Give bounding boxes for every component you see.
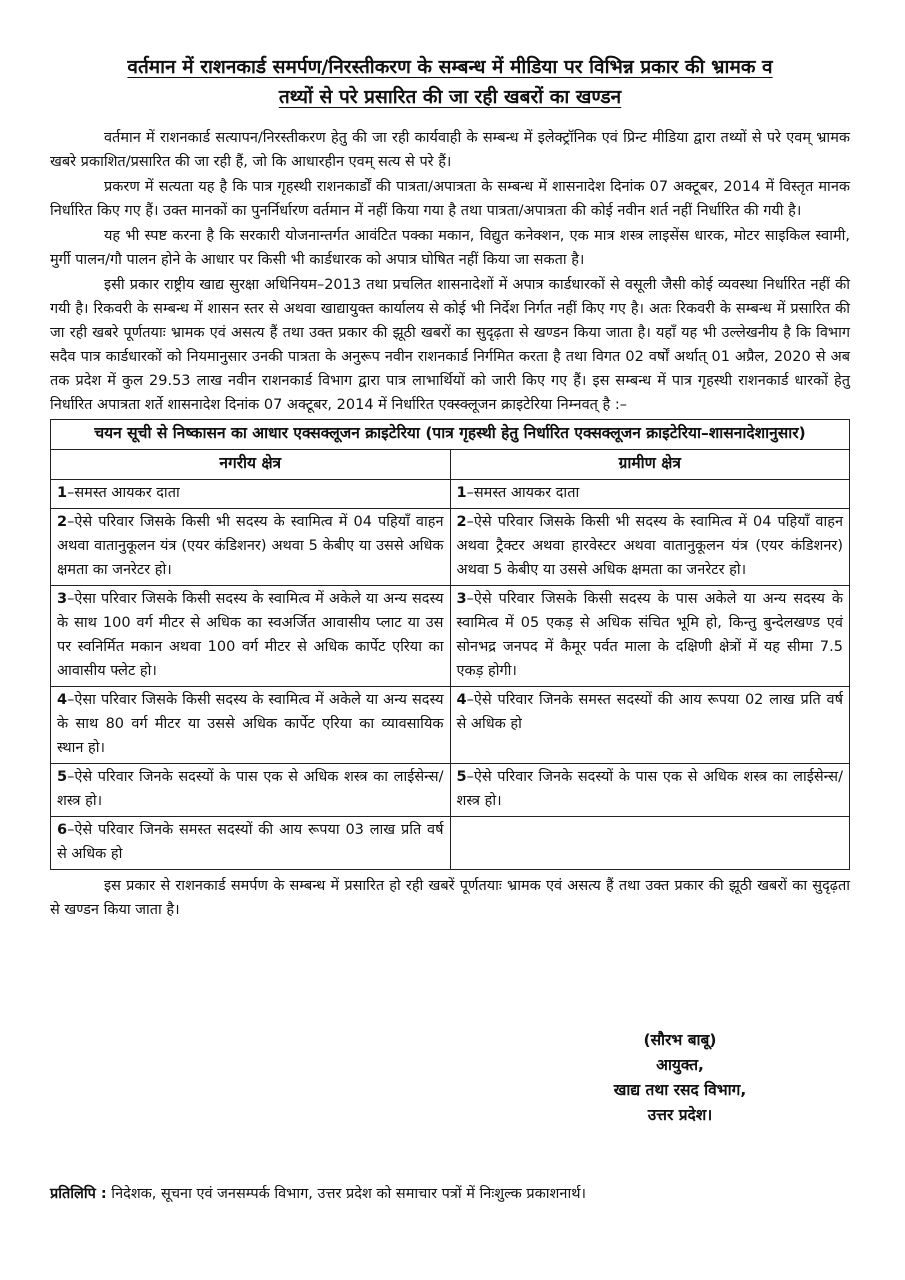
rural-criterion-empty xyxy=(450,817,850,870)
signatory-state: उत्तर प्रदेश। xyxy=(647,1106,713,1124)
rural-criterion-3 xyxy=(450,586,850,687)
urban-criterion-2 xyxy=(51,509,451,586)
paragraph-3: यह भी स्पष्ट करना है कि सरकारी योजनान्तर्गत आवंटित पक्का मकान, विद्युत कनेक्शन, एक मात्र शस्त्र लाइसेंस धारक, मोटर साइकिल स्वामी, मुर्गी पालन/गौ पालन होने के आधार पर किसी भी कार्डधारक को अपात्र घोषित नहीं किया जा सकता है। xyxy=(50,228,850,268)
exclusion-criteria-table xyxy=(50,419,850,870)
body-text xyxy=(50,126,850,417)
paragraph-2: प्रकरण में सत्यता यह है कि पात्र गृहस्थी राशनकार्डों की पात्रता/अपात्रता के सम्बन्ध में शासनादेश दिनांक 07 अक्टूबर, 2014 में विस्तृत मानक निर्धारित किए गए हैं। उक्त मानकों का पुनर्निर्धारण वर्तमान में नहीं किया गया है तथा पात्रता/अपात्रता की कोई नवीन शर्त नहीं निर्धारित की गयी है। xyxy=(50,179,850,219)
criterion-number: 3 xyxy=(57,591,68,607)
criterion-number: 4 xyxy=(456,692,467,708)
criterion-number: 2 xyxy=(57,514,68,530)
criterion-number: 5 xyxy=(456,769,467,785)
criterion-text: –ऐसे परिवार जिनके समस्त सदस्यों की आय रूपया 03 लाख प्रति वर्ष से अधिक हो xyxy=(57,822,444,862)
criterion-number: 3 xyxy=(456,591,467,607)
urban-criterion-3 xyxy=(51,586,451,687)
criterion-number: 1 xyxy=(456,485,467,501)
table-row xyxy=(51,764,850,817)
criterion-number: 1 xyxy=(57,485,68,501)
table-header-row xyxy=(51,450,850,480)
criterion-number: 6 xyxy=(57,822,68,838)
criterion-text: –समस्त आयकर दाता xyxy=(466,485,580,501)
criterion-text: –ऐसे परिवार जिसके किसी सदस्य के पास अकेले या अन्य सदस्य के स्वामित्व में 05 एकड़ से अधिक संचित भूमि हो, किन्तु बुन्देलखण्ड एवं सोनभद्र जनपद में कैमूर पर्वत माला के दक्षिणी क्षेत्रों में यह सीमा 7.5 एकड़ होगी। xyxy=(456,591,843,679)
table-row xyxy=(51,509,850,586)
table-row xyxy=(51,817,850,870)
table-heading: चयन सूची से निष्कासन का आधार एक्सक्लूजन क्राइटेरिया (पात्र गृहस्थी हेतु निर्धारित एक्सक्लूजन क्राइटेरिया–शासनादेशानुसार) xyxy=(51,420,850,450)
urban-criterion-6 xyxy=(51,817,451,870)
title-line-2: तथ्यों से परे प्रसारित की जा रही खबरों का खण्डन xyxy=(278,86,622,108)
urban-criterion-4 xyxy=(51,687,451,764)
rural-criterion-2 xyxy=(450,509,850,586)
criterion-text: –ऐसे परिवार जिनके सदस्यों के पास एक से अधिक शस्त्र का लाईसेन्स/शस्त्र हो। xyxy=(57,769,444,809)
rural-criterion-1 xyxy=(450,480,850,509)
signatory-designation: आयुक्त, xyxy=(656,1056,704,1074)
column-header-rural: ग्रामीण क्षेत्र xyxy=(450,450,850,480)
title-line-1: वर्तमान में राशनकार्ड समर्पण/निरस्तीकरण के सम्बन्ध में मीडिया पर विभिन्न प्रकार की भ्रामक व xyxy=(127,56,773,78)
paragraph-4: इसी प्रकार राष्ट्रीय खाद्य सुरक्षा अधिनियम–2013 तथा प्रचलित शासनादेशों में अपात्र कार्डधारकों से वसूली जैसी कोई व्यवस्था निर्धारित नहीं की गयी है। रिकवरी के सम्बन्ध में शासन स्तर से अथवा खाद्यायुक्त कार्यालय से कोई भी निर्देश निर्गत नहीं किए गए है। अतः रिकवरी के सम्बन्ध में प्रसारित की जा रही खबरे पूर्णतयाः भ्रामक एवं असत्य हैं तथा उक्त प्रकार की झूठी खबरों का सुदृढ़ता से खण्डन किया जाता है। यहाँ यह भी उल्लेखनीय है कि विभाग सदैव पात्र कार्डधारकों को नियमानुसार उनकी पात्रता के अनुरूप नवीन राशनकार्ड निर्गमित करता है तथा विगत 02 वर्षों अर्थात् 01 अप्रैल, 2020 से अब तक प्रदेश में कुल 29.53 लाख नवीन राशनकार्ड विभाग द्वारा पात्र लाभार्थियों को जारी किए गए हैं। इस सम्बन्ध में पात्र गृहस्थी राशनकार्ड धारकों हेतु निर्धारित अपात्रता शर्ते शासनादेश दिनांक 07 अक्टूबर, 2014 में निर्धारित एक्स्क्लूजन क्राइटेरिया निम्नवत् है :– xyxy=(50,277,850,413)
urban-criterion-1 xyxy=(51,480,451,509)
criterion-text: –ऐसे परिवार जिनके सदस्यों के पास एक से अधिक शस्त्र का लाईसेन्स/शस्त्र हो। xyxy=(456,769,843,809)
criterion-text: –समस्त आयकर दाता xyxy=(67,485,180,501)
table-row xyxy=(51,586,850,687)
copy-label: प्रतिलिपि : xyxy=(50,1186,107,1202)
document-title xyxy=(50,52,850,112)
criterion-number: 2 xyxy=(456,514,467,530)
table-row xyxy=(51,480,850,509)
signatory-department: खाद्य तथा रसद विभाग, xyxy=(613,1081,747,1099)
rural-criterion-5 xyxy=(450,764,850,817)
table-heading-row xyxy=(51,420,850,450)
criterion-text: –ऐसे परिवार जिनके समस्त सदस्यों की आय रूपया 02 लाख प्रति वर्ष से अधिक हो xyxy=(456,692,843,732)
copy-text: निदेशक, सूचना एवं जनसम्पर्क विभाग, उत्तर प्रदेश को समाचार पत्रों में निःशुल्क प्रकाशनार्थ। xyxy=(106,1186,586,1202)
signature-block xyxy=(560,1028,800,1128)
table-row xyxy=(51,687,850,764)
rural-criterion-4 xyxy=(450,687,850,764)
criterion-number: 4 xyxy=(57,692,68,708)
press-release xyxy=(50,52,850,922)
urban-criterion-5 xyxy=(51,764,451,817)
closing-paragraph: इस प्रकार से राशनकार्ड समर्पण के सम्बन्ध में प्रसारित हो रही खबरें पूर्णतयाः भ्रामक एवं असत्य हैं तथा उक्त प्रकार की झूठी खबरों का सुदृढ़ता से खण्डन किया जाता है। xyxy=(50,878,850,918)
column-header-urban: नगरीय क्षेत्र xyxy=(51,450,451,480)
criterion-text: –ऐसा परिवार जिसके किसी सदस्य के स्वामित्व में अकेले या अन्य सदस्य के साथ 80 वर्ग मीटर या उससे अधिक कार्पेट एरिया का व्यावसायिक स्थान हो। xyxy=(57,692,444,756)
criterion-number: 5 xyxy=(57,769,68,785)
criterion-text: –ऐसे परिवार जिसके किसी भी सदस्य के स्वामित्व में 04 पहियाँ वाहन अथवा वातानुकूलन यंत्र (एयर कंडिशनर) अथवा 5 केबीए या उससे अधिक क्षमता का जनरेटर हो। xyxy=(57,514,444,578)
signatory-name: (सौरभ बाबू) xyxy=(643,1031,717,1049)
criterion-text: –ऐसे परिवार जिसके किसी भी सदस्य के स्वामित्व में 04 पहियाँ वाहन अथवा ट्रैक्टर अथवा हारवेस्टर अथवा वातानुकूलन यंत्र (एयर कंडिशनर) अथवा 5 केबीए या उससे अधिक क्षमता का जनरेटर हो। xyxy=(456,514,843,578)
paragraph-1: वर्तमान में राशनकार्ड सत्यापन/निरस्तीकरण हेतु की जा रही कार्यवाही के सम्बन्ध में इलेक्ट्रॉनिक एवं प्रिन्ट मीडिया द्वारा तथ्यों से परे एवम् भ्रामक खबरे प्रकाशित/प्रसारित की जा रही हैं, जो कि आधारहीन एवम् सत्य से परे हैं। xyxy=(50,130,850,170)
copy-to-line xyxy=(50,1182,870,1206)
criterion-text: –ऐसा परिवार जिसके किसी सदस्य के स्वामित्व में अकेले या अन्य सदस्य के साथ 100 वर्ग मीटर से अधिक का स्वअर्जित आवासीय प्लाट या उस पर स्वनिर्मित मकान अथवा 100 वर्ग मीटर से अधिक कार्पेट एरिया का आवासीय फ्लेट हो। xyxy=(57,591,444,679)
